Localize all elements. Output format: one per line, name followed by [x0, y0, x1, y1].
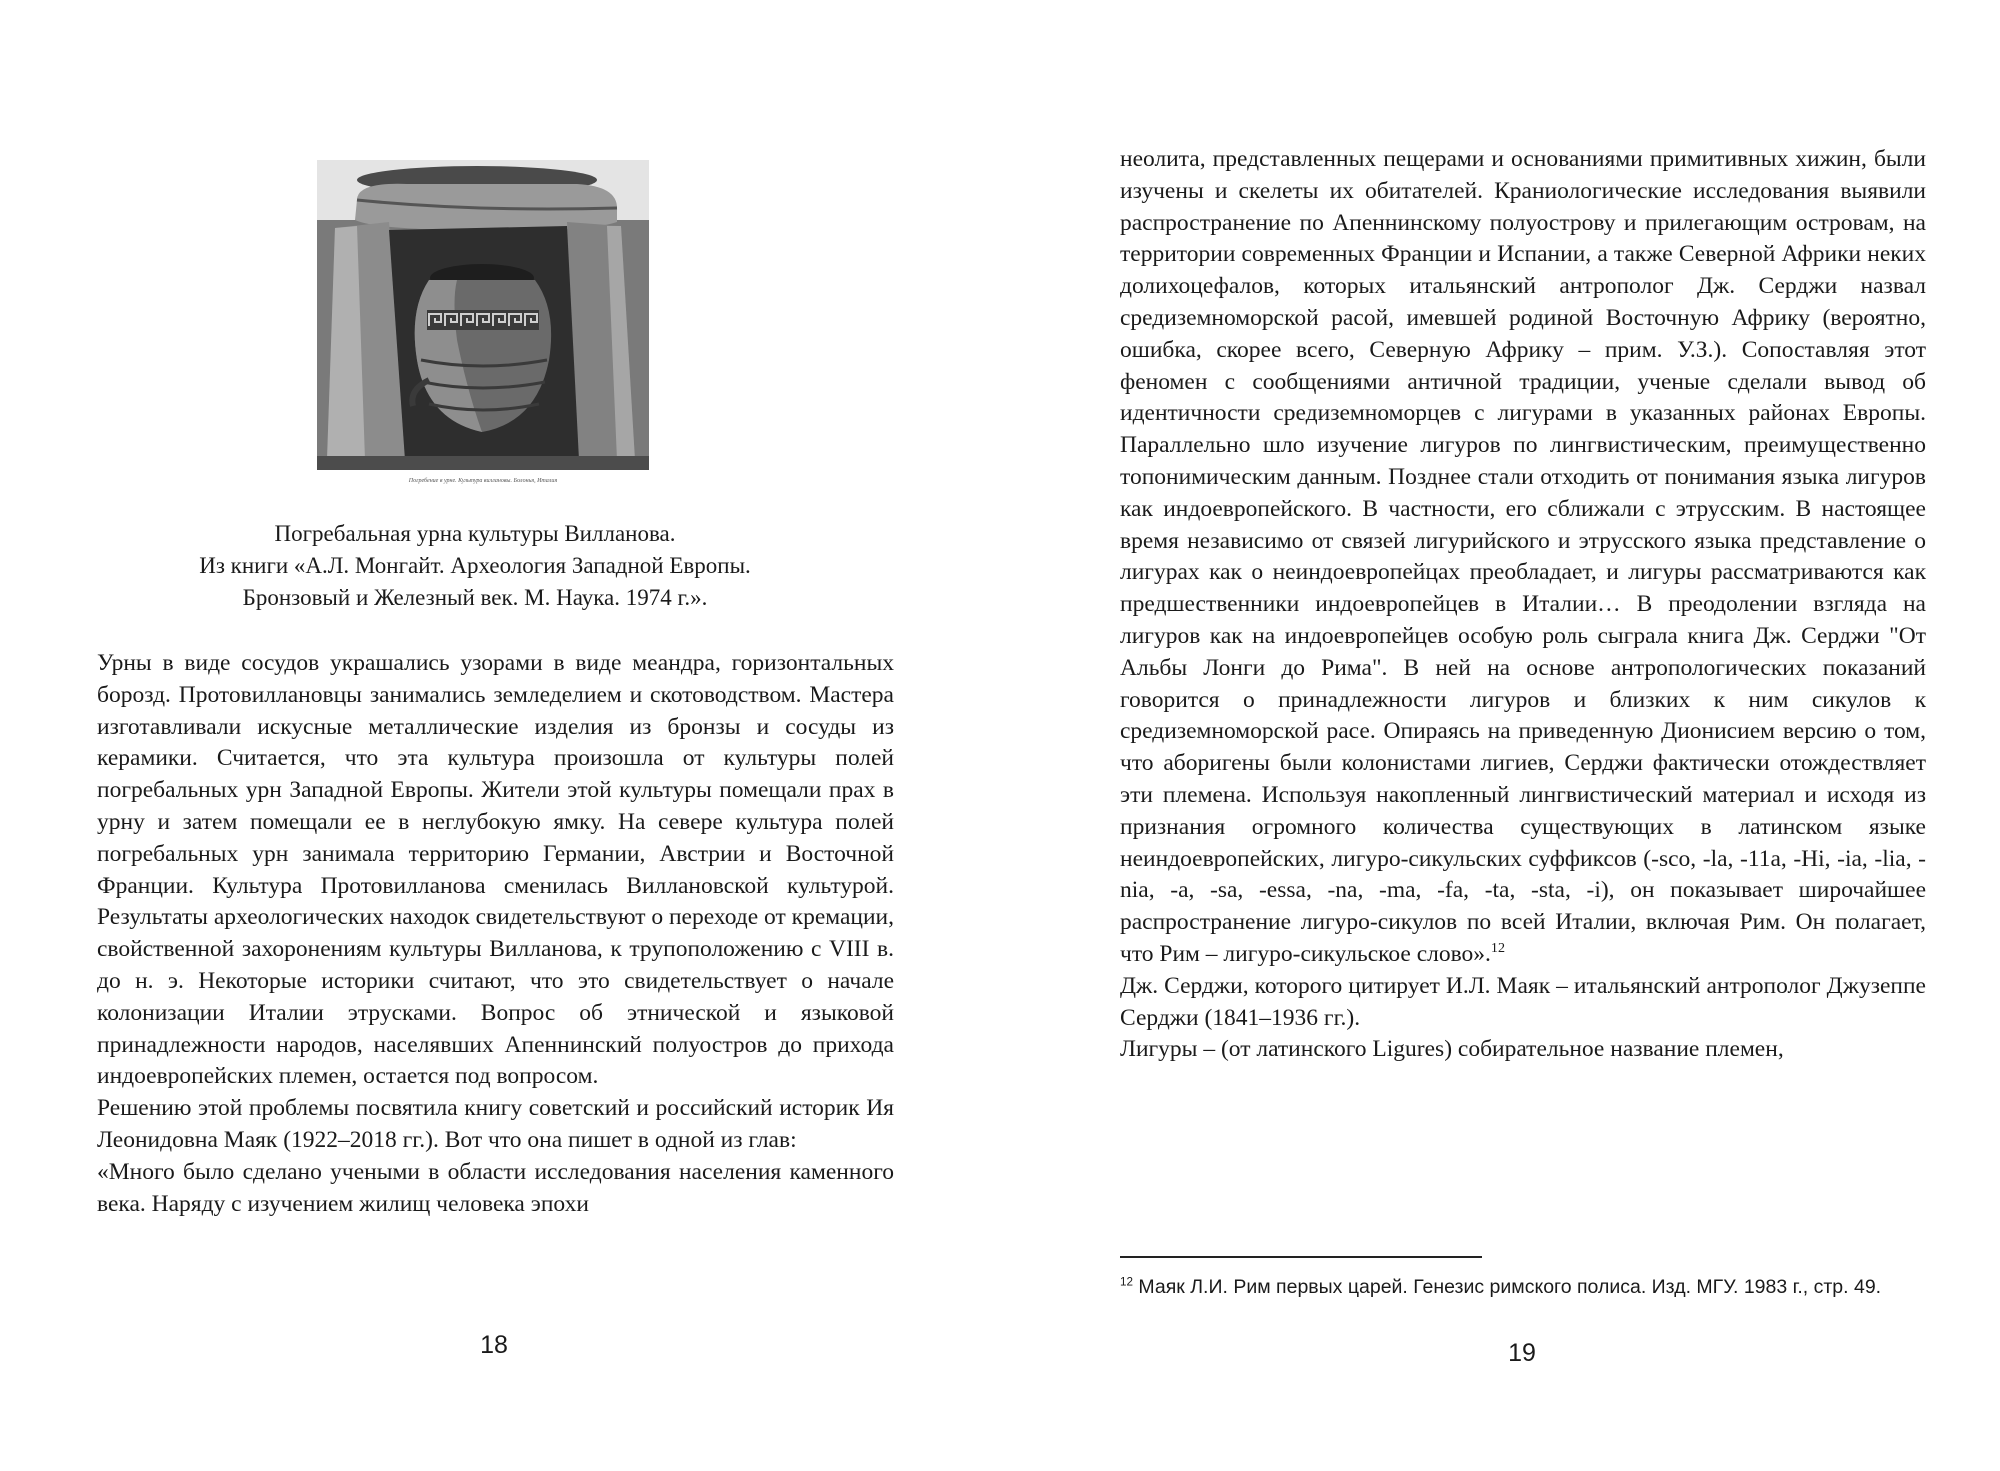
urn-photo: [317, 160, 649, 470]
paragraph-quote-continued: [1120, 144, 1926, 971]
paragraph-sergi: Дж. Серджи, которого цитирует И.Л. Маяк – итальянский антрополог Джузеппе Серджи (1841–1936 гг.).: [1120, 972, 1926, 1031]
caption-line-3: Бронзовый и Железный век. М. Наука. 1974 г.».: [242, 585, 708, 610]
page-number-right: 19: [1508, 1339, 1536, 1367]
footnote-text: Маяк Л.И. Рим первых царей. Генезис римского полиса. Изд. МГУ. 1983 г., стр. 49.: [1133, 1276, 1882, 1298]
quote-text: неолита, представленных пещерами и основаниями примитивных хижин, были изучены и скелеты их обитателей. Краниологические исследования выявили распространение по Апеннинскому полуострову и прилегающим островам, на территории современных Франции и Испании, а также Северной Африки неких долихоцефалов, которых итальянский антрополог Дж. Серджи назвал средиземноморской расой, имевшей родиной Восточную Африку (вероятно, ошибка, скорее всего, Северную Африку – прим. У.З.). Сопоставляя этот феномен с сообщениями античной традиции, ученые сделали вывод об идентичности средиземноморцев с лигурами в указанных районах Европы. Параллельно шло изучение лигуров по лингвистическим, преимущественно топонимическим данным. Позднее стали отходить от понимания языка лигуров как индоевропейского. В частности, его сближали с этрусским. В настоящее время независимо от связей лигурийского и этрусского языка представление о лигурах как о неиндоевропейцах преобладает, и лигуры рассматриваются как предшественники индоевропейцев в Италии… В преодолении взгляда на лигуров как на индоевропейцев особую роль сыграла книга Дж. Серджи "От Альбы Лонги до Рима". В ней на основе антропологических показаний говорится о принадлежности лигуров и близких к ним сикулов к средиземноморской расе. Опираясь на приведенную Дионисием версию о том, что аборигены были колонистами лигиев, Серджи фактически отождествляет эти племена. Используя накопленный лингвистический материал и исходя из признания огромного количества существующих в латинском языке неиндоевропейских, лигуро-сикульских суффиксов (-sco, -la, -11a, -Hi, -ia, -lia, -nia, -a, -sa, -essa, -na, -ma, -fa, -ta, -sta, -i), он показывает широчайшее распространение лигуро-сикулов по всей Италии, включая Рим. Он полагает, что Рим – лигуро-сикульское слово».: [1120, 146, 1926, 967]
figure-caption: [150, 518, 800, 614]
paragraph-ligures: Лигуры – (от латинского Ligures) собирательное название племен,: [1120, 1036, 1784, 1063]
right-body-text: [1120, 144, 1926, 1066]
paragraph-quote-start: «Много было сделано учеными в области исследования населения каменного века. Наряду с изучением жилищ человека эпохи: [97, 1158, 894, 1217]
footnote-divider: [1120, 1256, 1482, 1258]
left-body-text: [97, 648, 894, 1220]
photo-small-caption: Погребение в урне. Культура виллановы. Болонья, Италия: [408, 478, 558, 484]
page-number-left: 18: [480, 1331, 508, 1359]
paragraph-mayak: Решению этой проблемы посвятила книгу советский и российский историк Ия Леонидовна Маяк (1922–2018 гг.). Вот что она пишет в одной из глав:: [97, 1095, 894, 1153]
caption-line-1: Погребальная урна культуры Вилланова.: [274, 521, 676, 546]
paragraph-urns: Урны в виде сосудов украшались узорами в виде меандра, горизонтальных борозд. Протовиллановцы занимались земледелием и скотоводством. Мастера изготавливали искусные металлические изделия из бронзы и сосуды из керамики. Считается, что эта культура произошла от культуры полей погребальных урн Западной Европы. Жители этой культуры помещали прах в урну и затем помещали ее в неглубокую ямку. На севере культура полей погребальных урн занимала территорию Германии, Австрии и Восточной Франции. Культура Протовилланова сменилась Виллановской культурой. Результаты археологических находок свидетельствуют о переходе от кремации, свойственной захоронениям культуры Вилланова, к трупоположению с VIII в. до н. э. Некоторые историки считают, что это свидетельствует о начале колонизации Италии этрусками. Вопрос об этнической и языковой принадлежности народов, населявших Апеннинский полуостров до прихода индоевропейских племен, остается под вопросом.: [97, 650, 894, 1090]
footnote: [1120, 1271, 1920, 1304]
right-page: [1000, 0, 2000, 1471]
footnote-ref[interactable]: 12: [1490, 940, 1505, 957]
footnote-number: 12: [1120, 1275, 1134, 1289]
left-page: [0, 0, 990, 1471]
urn-illustration: [317, 160, 649, 470]
caption-line-2: Из книги «А.Л. Монгайт. Археология Западной Европы.: [199, 553, 751, 578]
